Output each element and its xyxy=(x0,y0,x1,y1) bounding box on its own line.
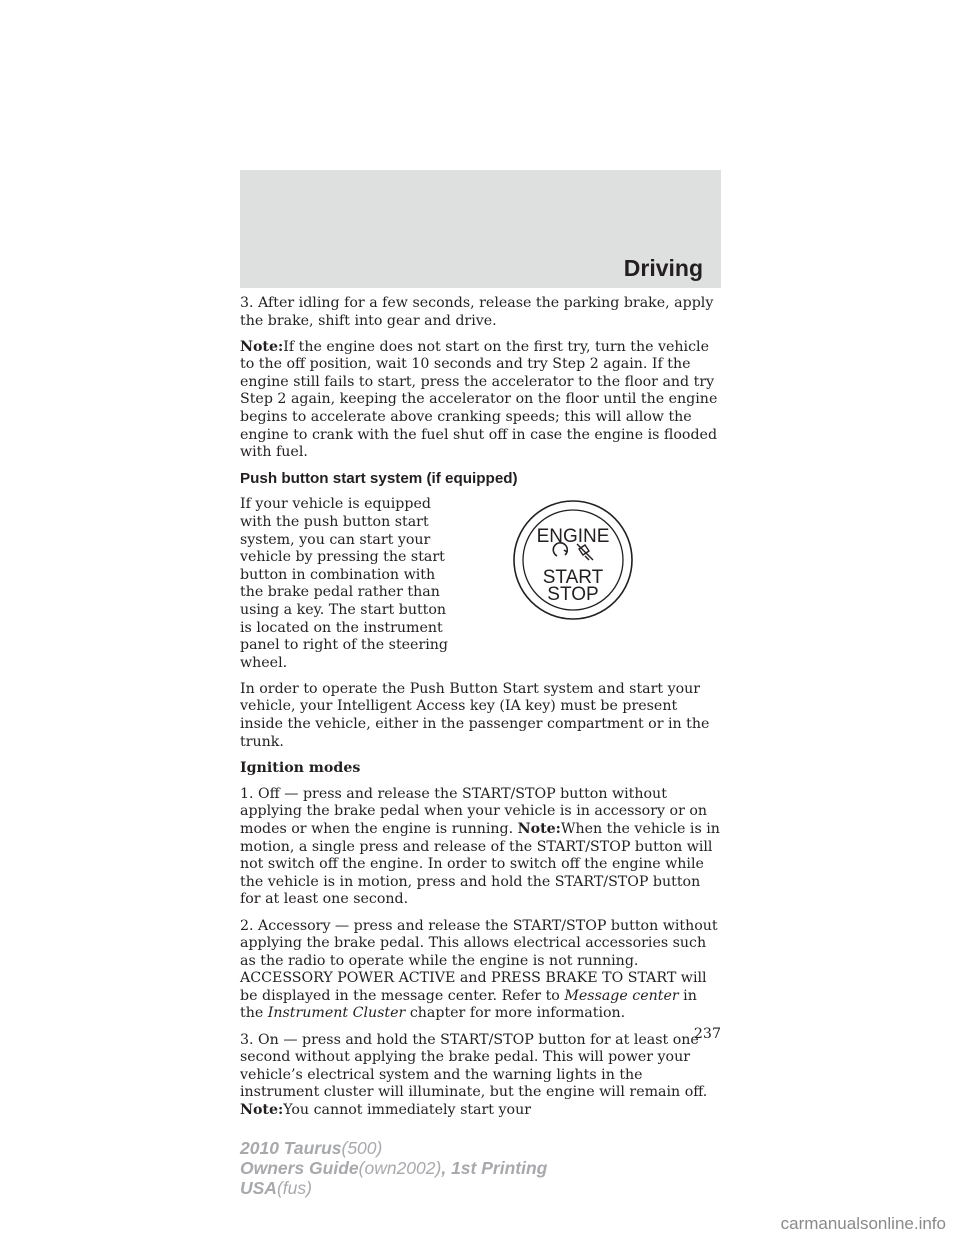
footer-line-1 xyxy=(240,1138,547,1158)
engine-start-stop-figure xyxy=(463,494,721,657)
footer-model-code: (500) xyxy=(341,1138,383,1158)
figure-label-stop: STOP xyxy=(547,584,599,606)
engine-start-stop-button-icon xyxy=(511,498,635,622)
mode-off-paragraph xyxy=(240,786,721,909)
mode-on-note-text: You cannot immediately start your xyxy=(283,1101,531,1118)
footer-line-2 xyxy=(240,1158,547,1178)
page-body xyxy=(240,295,721,1128)
figure-label-start: START xyxy=(542,567,604,589)
mode-accessory-end: chapter for more information. xyxy=(409,1005,626,1022)
mode-accessory-paragraph xyxy=(240,918,721,1024)
mode-off-text: 1. Off — press and release the START/STOP button without applying the brake pedal when your vehicle is in accessory or on modes or when the engine is running. xyxy=(240,785,708,838)
mode-on-note-label: Note: xyxy=(240,1101,284,1118)
footer-market: USA xyxy=(240,1178,277,1198)
section-header-band xyxy=(240,170,721,288)
page-number: 237 xyxy=(693,1026,721,1042)
section-title: Driving xyxy=(623,255,703,281)
push-button-paragraph-2: In order to operate the Push Button Start system and start your vehicle, your Intelligent Access key (IA key) must be present inside the vehicle, either in the passenger compartment or in the trunk. xyxy=(240,680,710,750)
footer-print-info xyxy=(240,1138,547,1198)
watermark-text: carmanualsonline.info xyxy=(780,1214,946,1233)
note-label: Note: xyxy=(240,338,284,355)
mode-off-note-text: When the vehicle is in motion, a single press and release of the START/STOP button will not switch off the engine. In order to switch off the engine while the vehicle is in motion, press and hold the START/STOP button for at least one second. xyxy=(240,821,720,908)
message-center-reference: Message center xyxy=(564,987,679,1004)
footer-market-code: (fus) xyxy=(276,1178,312,1198)
mode-accessory-in-the: in the xyxy=(240,987,697,1022)
footer-printing: , 1st Printing xyxy=(441,1158,548,1178)
mode-accessory-text: 2. Accessory — press and release the START/STOP button without applying the brake pedal. This allows electrical accessories such as the radio to operate while the engine is not running. ACCESSORY POWER ACTIVE and PRESS BRAKE TO START will be displayed in the message center. Refer to xyxy=(240,917,718,1004)
footer-model: 2010 Taurus xyxy=(240,1138,342,1158)
footer-guide: Owners Guide xyxy=(240,1158,359,1178)
push-button-heading: Push button start system (if equipped) xyxy=(240,470,518,488)
mode-on-text: 3. On — press and hold the START/STOP button for at least one second without applying the brake pedal. This will power your vehicle’s electrical system and the warning lights in the instrument cluster will illuminate, but the engine will remain off. xyxy=(240,1031,708,1101)
footer-guide-code: (own2002) xyxy=(358,1158,442,1178)
note-text: If the engine does not start on the first try, turn the vehicle to the off position, wait 10 seconds and try Step 2 again. If the engine still fails to start, press the accelerator to the floor and try Step 2 again, keeping the accelerator on the floor until the engine begins to accelerate above cranking speeds; this will allow the engine to crank with the fuel shut off in case the engine is flooded with fuel. xyxy=(240,338,718,461)
ignition-modes-heading: Ignition modes xyxy=(240,759,361,776)
footer-line-3 xyxy=(240,1178,547,1198)
push-button-paragraph-1: If your vehicle is equipped with the push button start system, you can start your vehicle by pressing the start button in combination with the brake pedal rather than using a key. The start button is located on the instrument panel to right of the steering wheel. xyxy=(240,496,448,671)
step3-paragraph: 3. After idling for a few seconds, release the parking brake, apply the brake, shift into gear and drive. xyxy=(240,295,714,329)
mode-on-paragraph xyxy=(240,1032,721,1120)
note-paragraph xyxy=(240,339,721,462)
figure-label-engine: ENGINE xyxy=(536,526,610,548)
mode-off-note-label: Note: xyxy=(517,821,561,838)
instrument-cluster-reference: Instrument Cluster xyxy=(267,1005,406,1022)
